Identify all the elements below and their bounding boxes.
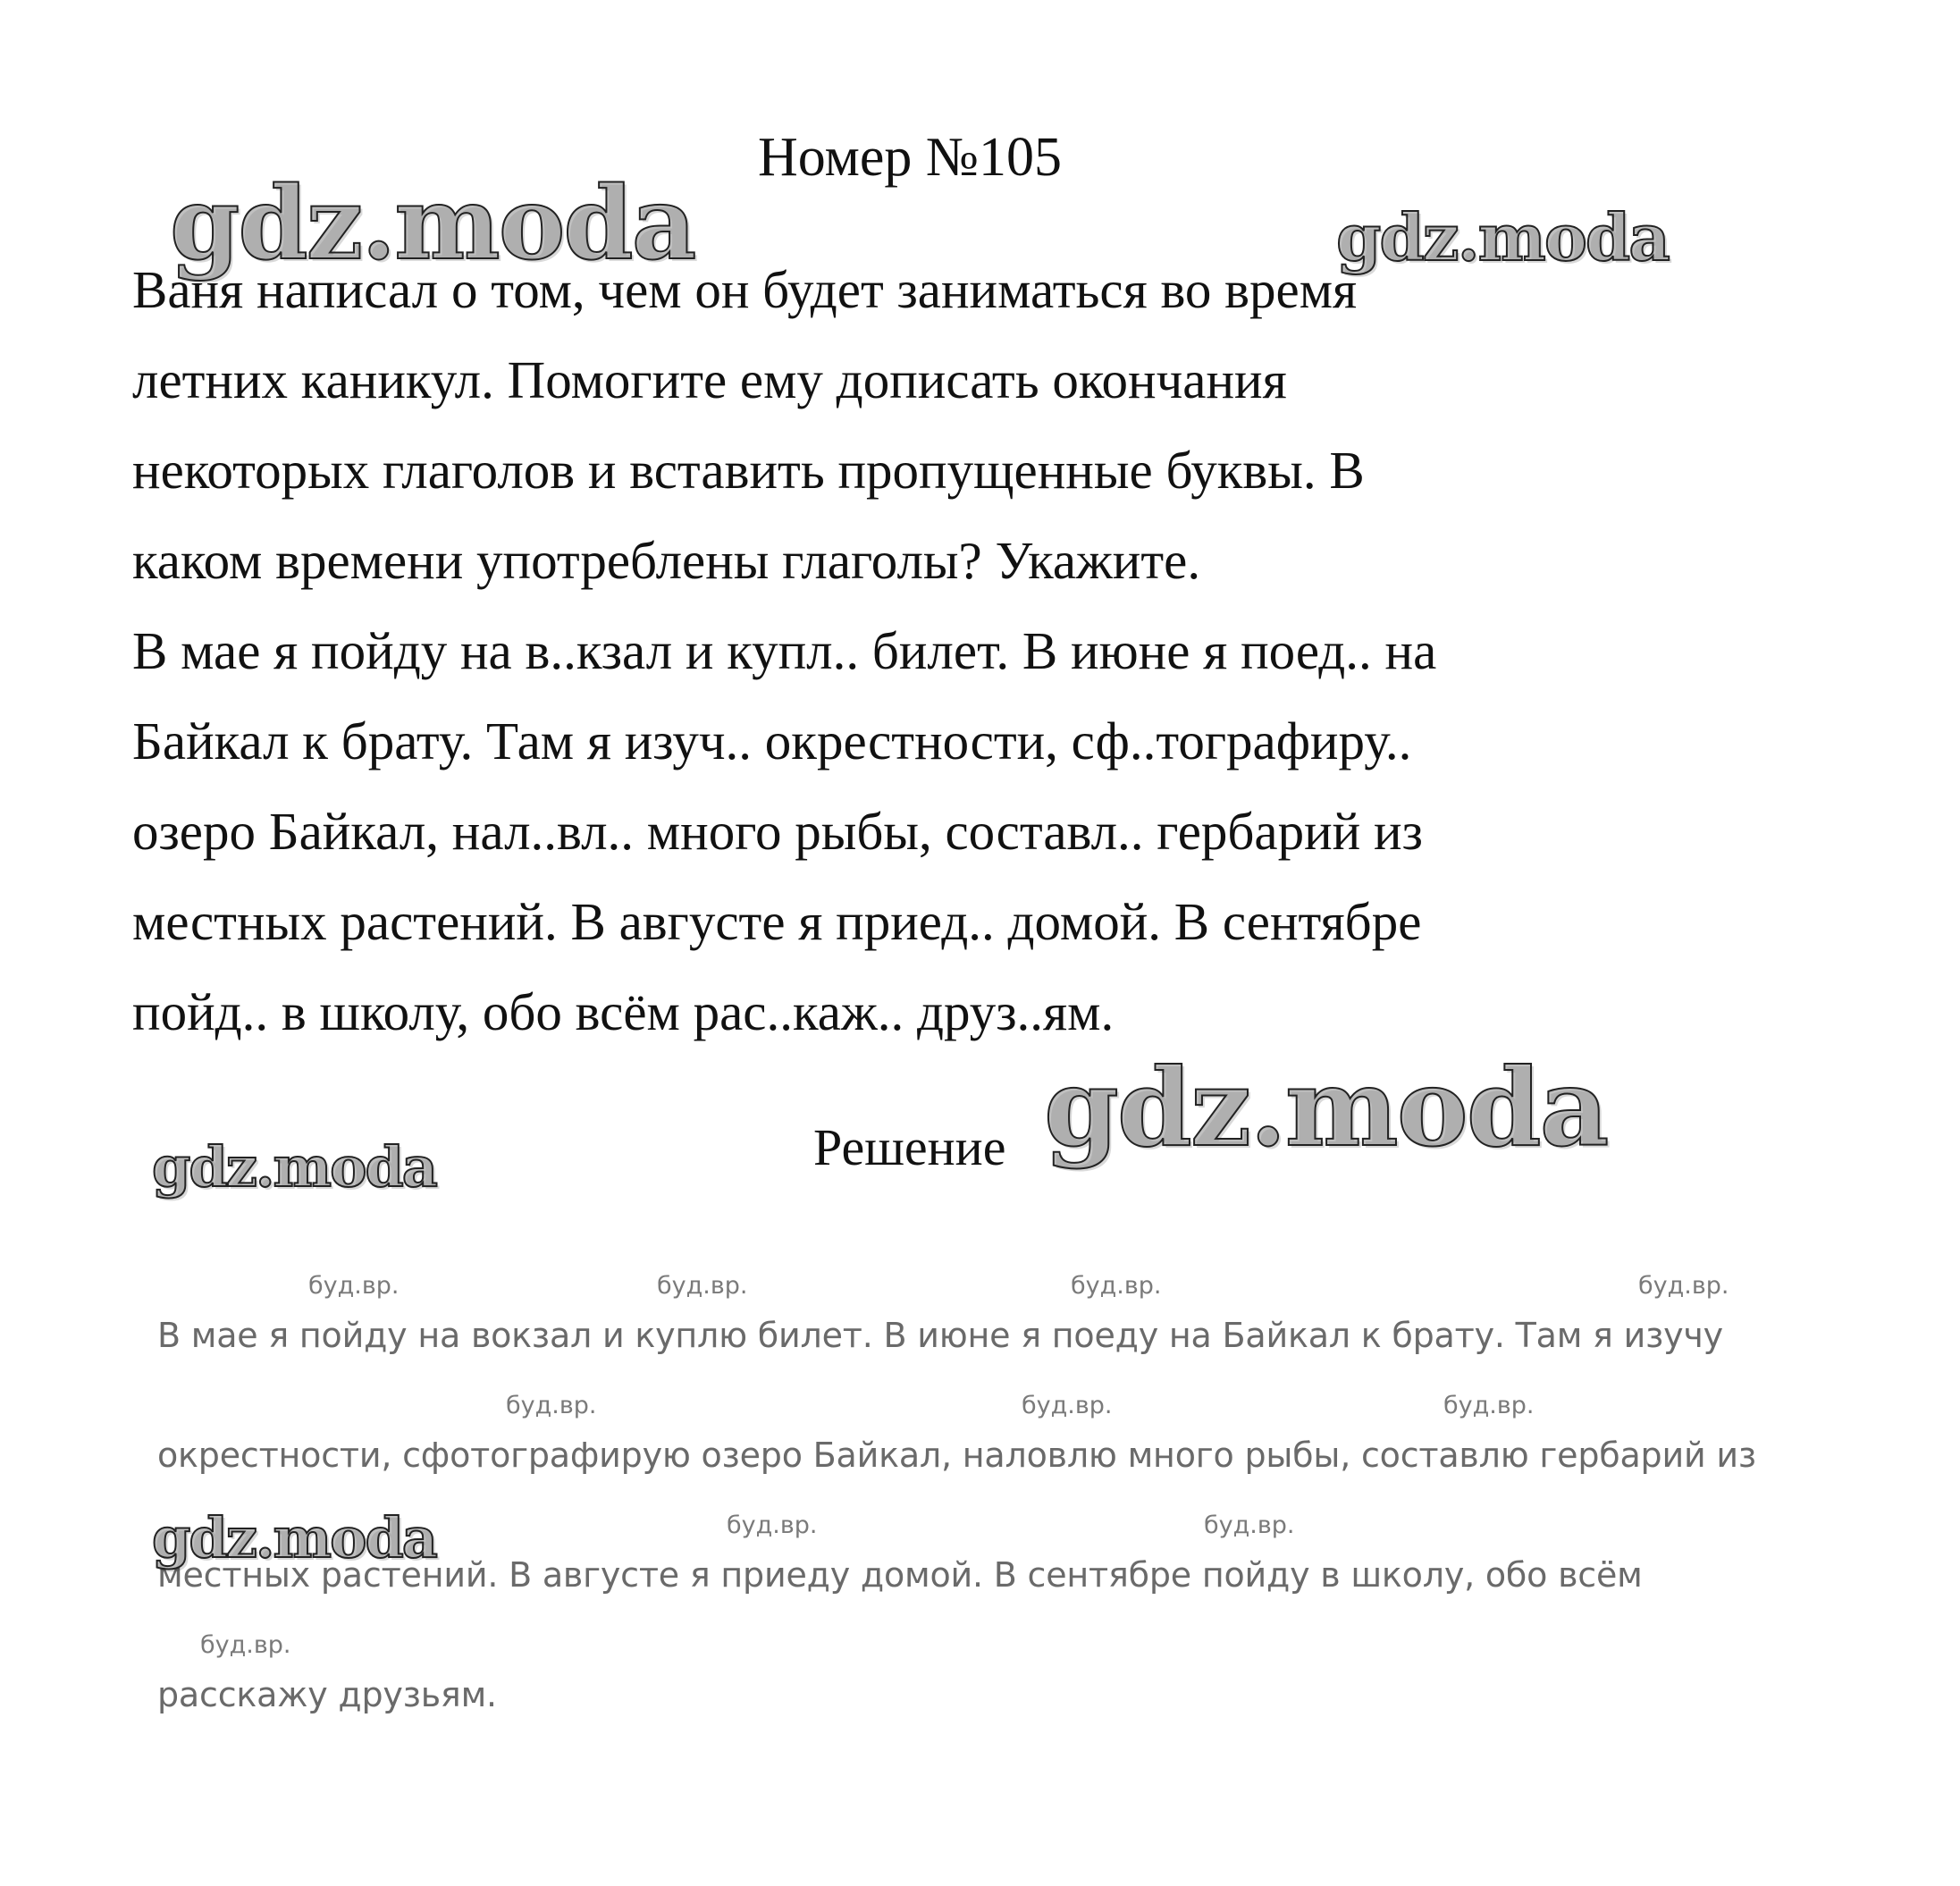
- task-line-5: В мае я пойду на в..кзал и купл.. билет. В июне я поед.. на: [132, 621, 1437, 680]
- watermark-logo: gdz.moda: [170, 165, 695, 282]
- task-line-8: местных растений. В августе я приед.. домой. В сентябре: [132, 892, 1422, 951]
- tense-tag: буд.вр.: [1638, 1272, 1729, 1300]
- task-line-9: пойд.. в школу, обо всём рас..каж.. друз..ям.: [132, 982, 1115, 1041]
- solution-line-4: расскажу друзьям.: [157, 1675, 497, 1714]
- task-line-2: летних каникул. Помогите ему дописать окончания: [132, 350, 1287, 409]
- task-line-3: некоторых глаголов и вставить пропущенные буквы. В: [132, 441, 1365, 500]
- solution-line-1: В мае я пойду на вокзал и куплю билет. В июне я поеду на Байкал к брату. Там я изучу: [157, 1316, 1723, 1355]
- tense-tag: буд.вр.: [727, 1511, 818, 1539]
- tense-tag: буд.вр.: [1071, 1272, 1162, 1300]
- solution-line-3: местных растений. В августе я приеду домой. В сентябре пойду в школу, обо всём: [157, 1555, 1643, 1595]
- tense-tag: буд.вр.: [1204, 1511, 1295, 1539]
- tense-tag: буд.вр.: [1022, 1392, 1113, 1419]
- watermark-logo: gdz.moda: [152, 1134, 436, 1200]
- watermark-logo: gdz.moda: [1044, 1045, 1608, 1171]
- task-line-1: Ваня написал о том, чем он будет заниматься во время: [132, 260, 1358, 319]
- tense-tag: буд.вр.: [657, 1272, 748, 1300]
- watermark-logo: gdz.moda: [152, 1505, 436, 1570]
- task-line-7: озеро Байкал, нал..вл.. много рыбы, составл.. гербарий из: [132, 802, 1423, 861]
- tense-tag: буд.вр.: [1443, 1392, 1535, 1419]
- task-line-6: Байкал к брату. Там я изуч.. окрестности, сф..тографиру..: [132, 711, 1412, 770]
- page-title: Номер №105: [758, 127, 1063, 188]
- watermark-logo: gdz.moda: [1336, 199, 1669, 275]
- solution-title: Решение: [813, 1118, 1006, 1176]
- task-line-4: каком времени употреблены глаголы? Укажите.: [132, 531, 1201, 590]
- solution-line-2: окрестности, сфотографирую озеро Байкал, наловлю много рыбы, составлю гербарий из: [157, 1436, 1756, 1475]
- tense-tag: буд.вр.: [506, 1392, 597, 1419]
- tense-tag: буд.вр.: [200, 1631, 291, 1659]
- tense-tag: буд.вр.: [308, 1272, 400, 1300]
